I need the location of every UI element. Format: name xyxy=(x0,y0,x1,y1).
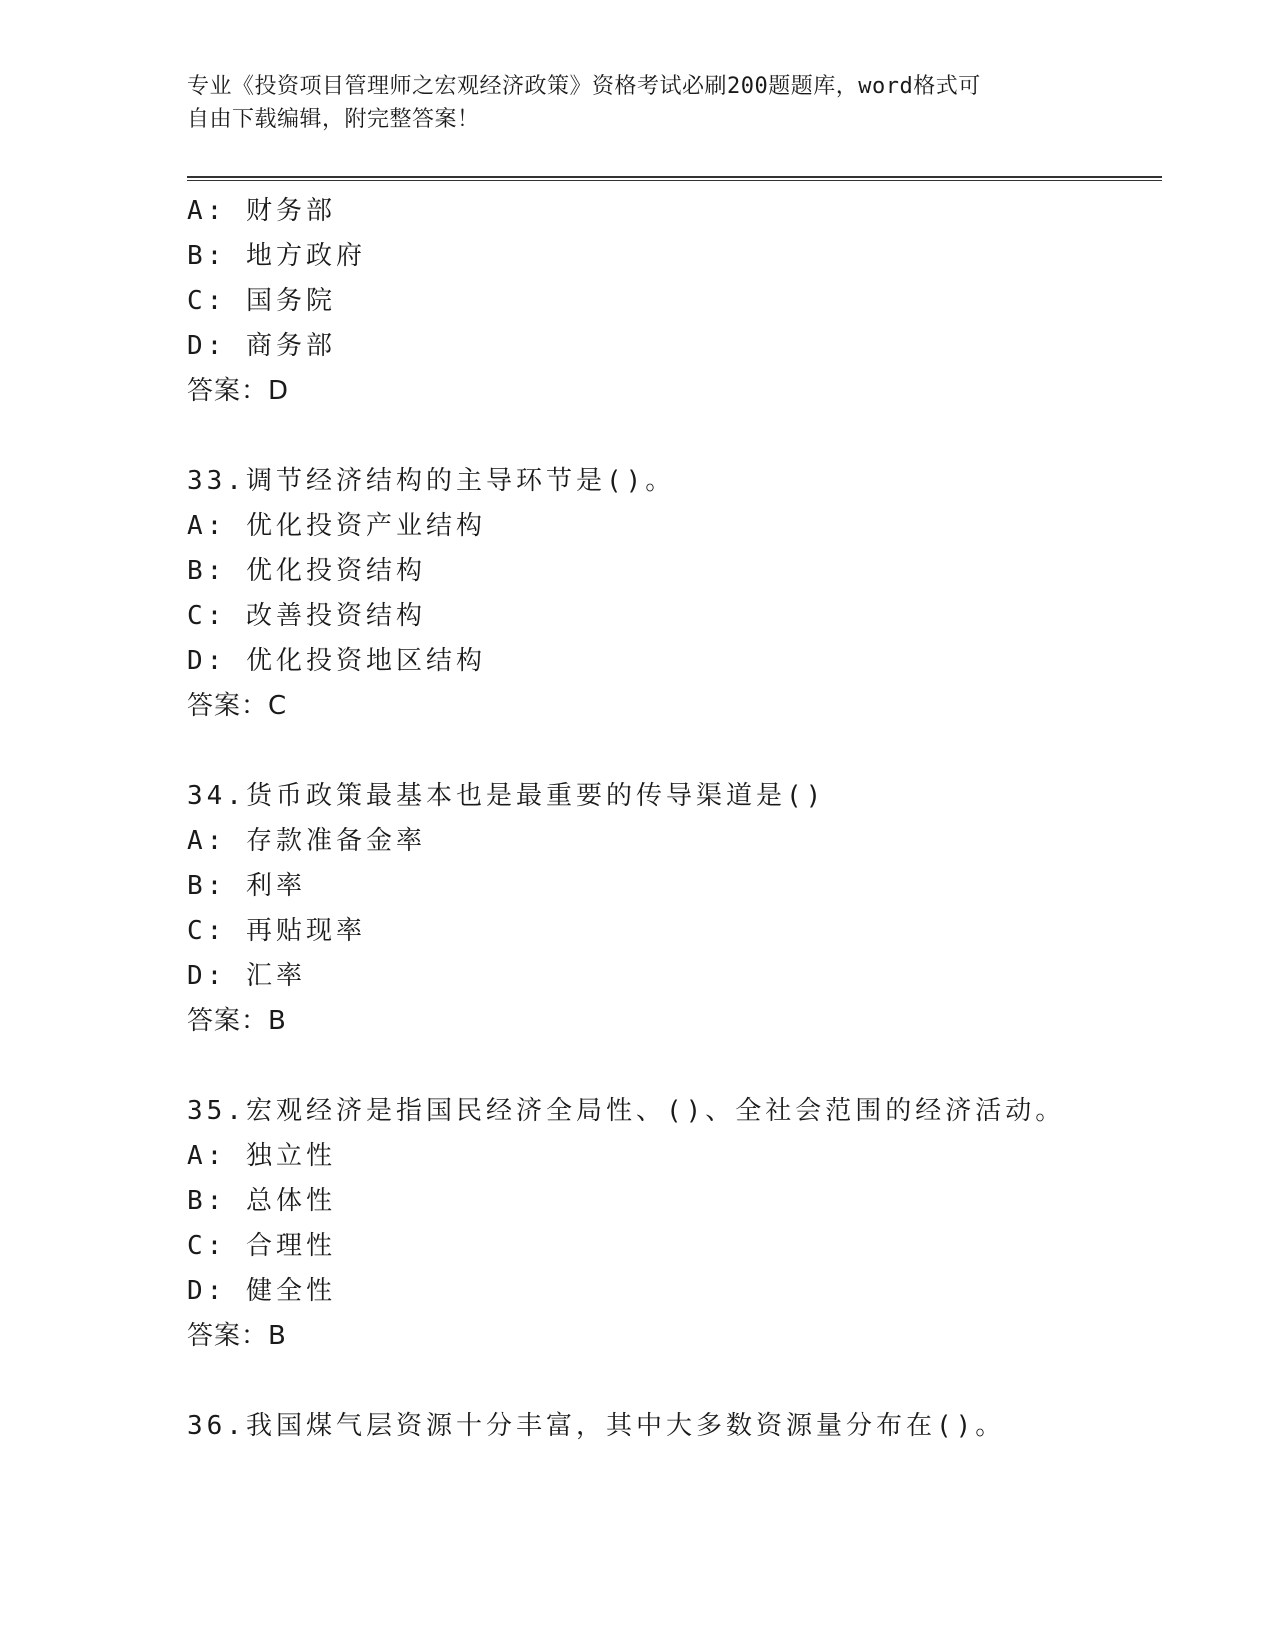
answer-line: 答案：D xyxy=(187,376,290,406)
option-d: D: 商务部 xyxy=(187,331,336,361)
option-b: B: 地方政府 xyxy=(187,241,366,271)
header-divider xyxy=(187,176,1162,181)
option-c: C: 国务院 xyxy=(187,286,336,316)
option-b: B: 优化投资结构 xyxy=(187,556,426,586)
option-c: C: 改善投资结构 xyxy=(187,601,426,631)
question-text: 35.宏观经济是指国民经济全局性、()、全社会范围的经济活动。 xyxy=(187,1096,1066,1126)
question-33-block xyxy=(187,459,1162,729)
question-34-block xyxy=(187,774,1162,1044)
question-text: 33.调节经济结构的主导环节是()。 xyxy=(187,466,676,496)
option-d: D: 优化投资地区结构 xyxy=(187,646,486,676)
option-b: B: 利率 xyxy=(187,871,306,901)
option-c: C: 合理性 xyxy=(187,1231,336,1261)
option-d: D: 汇率 xyxy=(187,961,306,991)
question-text: 36.我国煤气层资源十分丰富，其中大多数资源量分布在()。 xyxy=(187,1411,1006,1441)
answer-line: 答案：B xyxy=(187,1321,287,1351)
question-35-block xyxy=(187,1089,1162,1359)
option-a: A: 财务部 xyxy=(187,196,336,226)
answer-line: 答案：B xyxy=(187,1006,287,1036)
document-page xyxy=(187,70,1162,1494)
header-line-2: 自由下载编辑，附完整答案！ xyxy=(187,107,480,132)
question-text: 34.货币政策最基本也是最重要的传导渠道是() xyxy=(187,781,826,811)
option-b: B: 总体性 xyxy=(187,1186,336,1216)
option-c: C: 再贴现率 xyxy=(187,916,366,946)
question-32-block xyxy=(187,189,1162,414)
option-a: A: 优化投资产业结构 xyxy=(187,511,486,541)
answer-line: 答案：C xyxy=(187,691,288,721)
question-36-block xyxy=(187,1404,1162,1449)
header-line-1: 专业《投资项目管理师之宏观经济政策》资格考试必刷200题题库，word格式可 xyxy=(187,74,981,99)
option-a: A: 存款准备金率 xyxy=(187,826,426,856)
option-a: A: 独立性 xyxy=(187,1141,336,1171)
option-d: D: 健全性 xyxy=(187,1276,336,1306)
